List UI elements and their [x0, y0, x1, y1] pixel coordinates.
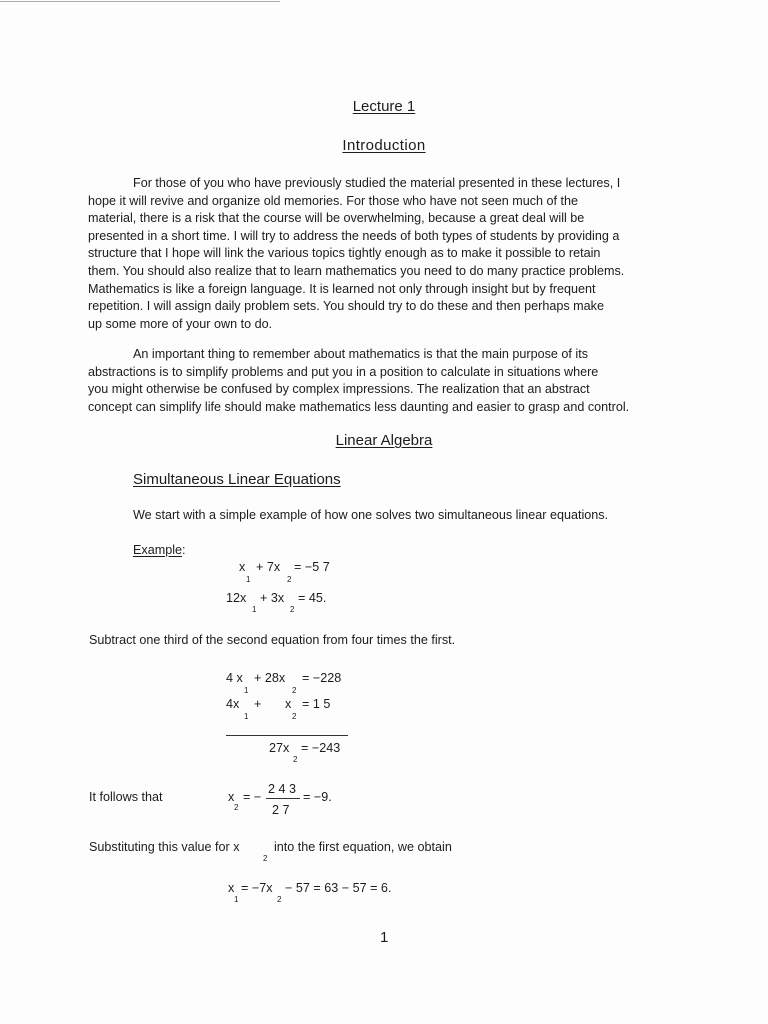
paragraph-line: structure that I hope will link the various topics tightly enough as to make it possible to retain	[88, 246, 601, 261]
eq-term: 4 x	[226, 671, 243, 685]
eq-term: 12x	[226, 591, 247, 605]
paragraph-line: repetition. I will assign daily problem sets. You should try to do these and then perhaps make	[88, 299, 604, 314]
paragraph-line: An important thing to remember about mathematics is that the main purpose of its	[133, 347, 588, 361]
section-heading-linear-algebra: Linear Algebra	[335, 432, 433, 449]
eq-operator: = −	[243, 790, 262, 804]
subscript: 2	[292, 712, 297, 721]
subscript: 2	[277, 895, 282, 904]
paragraph-line: hope it will revive and organize old memories. For those who have not seen much of the	[88, 193, 579, 208]
subscript: 1	[244, 686, 249, 695]
sentence-part: into the first equation, we obtain	[274, 840, 452, 854]
eq-term: + 7x	[256, 560, 281, 574]
subscript: 1	[252, 605, 257, 614]
subscript: 2	[263, 854, 268, 863]
page-number: 1	[380, 929, 389, 946]
paragraph-line: Mathematics is like a foreign language. It is learned not only through insight but by frequent	[88, 281, 596, 296]
subtraction-rule	[226, 735, 348, 736]
scan-artifact-line	[0, 1, 280, 2]
intro-paragraph-1	[88, 175, 688, 333]
eq-rhs: = −243	[301, 741, 341, 755]
example-label: Example:	[133, 543, 186, 557]
paragraph-line: presented in a short time. I will try to address the needs of both types of students by providing a	[88, 228, 620, 243]
eq-term: 27x	[269, 741, 290, 755]
paragraph-line: up some more of your own to do.	[88, 316, 273, 331]
fraction-numerator: 2 4 3	[268, 782, 297, 796]
paragraph-line: For those of you who have previously studied the material presented in these lectures, I	[133, 176, 621, 190]
paragraph-line: material, there is a risk that the course will be overwhelming, because a great deal will be	[88, 211, 585, 226]
intro-paragraph-2	[88, 346, 688, 416]
eq-term: x	[239, 560, 246, 574]
intro-sentence: We start with a simple example of how one solves two simultaneous linear equations.	[133, 508, 609, 522]
eq-term: + 28x	[254, 671, 286, 685]
subscript: 2	[287, 575, 292, 584]
subscript: 2	[290, 605, 295, 614]
eq-rhs: = −5 7	[294, 560, 330, 574]
paragraph-line: them. You should also realize that to learn mathematics you need to do many practice problems.	[88, 263, 625, 278]
eq-rhs: = 1 5	[302, 697, 331, 711]
eq-term: 4x	[226, 697, 240, 711]
paragraph-line: concept can simplify life should make mathematics less daunting and easier to grasp and control.	[88, 399, 630, 414]
paragraph-line: abstractions is to simplify problems and put you in a position to calculate in situations where	[88, 364, 599, 379]
eq-rhs: = 45.	[298, 591, 327, 605]
eq-term: + 3x	[260, 591, 285, 605]
eq-term: x	[228, 790, 235, 804]
eq-rhs: = −228	[302, 671, 342, 685]
fraction-denominator: 2 7	[272, 803, 290, 817]
eq-term: = −7x	[241, 881, 273, 895]
eq-term: +	[254, 697, 262, 711]
subscript: 2	[293, 755, 298, 764]
eq-term: x	[228, 881, 235, 895]
sentence-part: Substituting this value for x	[89, 840, 240, 854]
lecture-title: Lecture 1	[352, 98, 416, 115]
subscript: 1	[244, 712, 249, 721]
paragraph-line: you might otherwise be confused by complex impressions. The realization that an abstract	[88, 382, 590, 397]
eq-rhs: = −9.	[303, 790, 332, 804]
eq-rhs: − 57 = 63 − 57 = 6.	[285, 881, 392, 895]
subscript: 2	[292, 686, 297, 695]
eq-term: x	[285, 697, 292, 711]
subscript: 1	[246, 575, 251, 584]
subscript: 2	[234, 803, 239, 812]
subscript: 1	[234, 895, 239, 904]
subsection-heading: Simultaneous Linear Equations	[133, 471, 341, 488]
section-heading-introduction: Introduction	[342, 137, 426, 154]
subtract-sentence: Subtract one third of the second equation from four times the first.	[89, 633, 456, 647]
follows-label: It follows that	[89, 790, 163, 804]
fraction-bar	[266, 798, 300, 799]
